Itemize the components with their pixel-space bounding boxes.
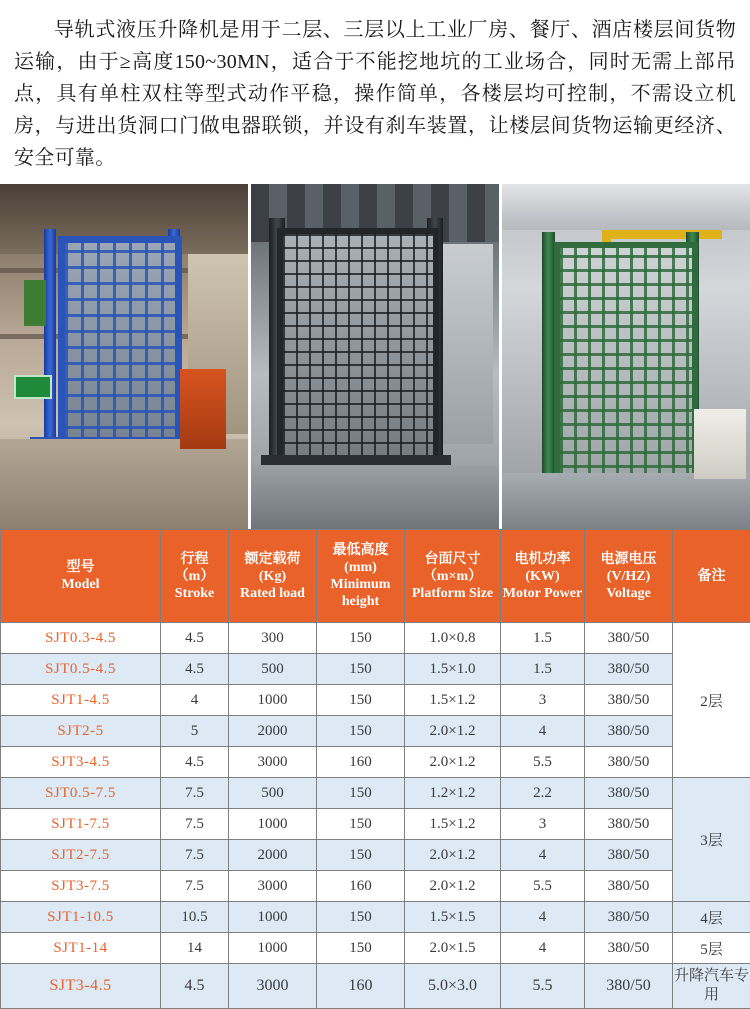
th-min-height-en: Minimum height [318, 576, 403, 610]
side-door [437, 244, 493, 444]
cell-height: 160 [317, 871, 405, 902]
cell-model: SJT1-7.5 [1, 809, 161, 840]
cell-size: 2.0×1.5 [405, 933, 501, 964]
yellow-beam [602, 230, 722, 239]
cell-remark: 升降汽车专用 [673, 964, 750, 1009]
cell-stroke: 10.5 [161, 902, 229, 933]
th-min-height-cn: 最低高度 [318, 542, 403, 559]
cell-power: 3 [501, 809, 585, 840]
cell-model: SJT1-14 [1, 933, 161, 964]
cell-voltage: 380/50 [585, 685, 673, 716]
cell-remark: 2层 [673, 623, 750, 778]
cell-size: 2.0×1.2 [405, 747, 501, 778]
ceiling [502, 184, 750, 230]
cell-height: 150 [317, 685, 405, 716]
cell-size: 1.5×1.2 [405, 685, 501, 716]
table-row [1, 778, 750, 809]
table-row [1, 716, 750, 747]
th-stroke [161, 530, 229, 623]
table-row [1, 654, 750, 685]
cell-voltage: 380/50 [585, 809, 673, 840]
workshop-floor [0, 439, 248, 529]
cell-power: 1.5 [501, 623, 585, 654]
cell-remark: 5层 [673, 933, 750, 964]
cell-stroke: 4 [161, 685, 229, 716]
th-stroke-en: Stroke [162, 585, 227, 602]
table-row [1, 623, 750, 654]
table-row [1, 964, 750, 1009]
cell-size: 1.2×1.2 [405, 778, 501, 809]
th-min-height [317, 530, 405, 623]
cell-load: 500 [229, 654, 317, 685]
cell-load: 3000 [229, 964, 317, 1009]
green-cabinet [24, 280, 46, 326]
th-rated-load [229, 530, 317, 623]
table-header-row [1, 530, 750, 623]
cell-stroke: 5 [161, 716, 229, 747]
cell-stroke: 14 [161, 933, 229, 964]
cell-voltage: 380/50 [585, 778, 673, 809]
cell-height: 150 [317, 716, 405, 747]
table-row [1, 871, 750, 902]
cell-model: SJT3-7.5 [1, 871, 161, 902]
cell-height: 160 [317, 747, 405, 778]
cell-model: SJT1-10.5 [1, 902, 161, 933]
photo-dark-guide-rail-lift [251, 184, 499, 529]
cell-power: 3 [501, 685, 585, 716]
intro-paragraph: 导轨式液压升降机是用于二层、三层以上工业厂房、餐厅、酒店楼层间货物运输，由于≥高度150~30MN，适合于不能挖地坑的工业场合，同时无需上部吊点，具有单柱双柱等型式动作平稳，操作简单，各楼层均可控制，不需设立机房，与进出货洞口门做电器联锁，并设有刹车装置，让楼层间货物运输更经济、安全可靠。 [0, 0, 750, 184]
cell-stroke: 4.5 [161, 654, 229, 685]
cell-stroke: 4.5 [161, 623, 229, 654]
cell-stroke: 7.5 [161, 871, 229, 902]
th-stroke-cn: 行程 [162, 551, 227, 568]
cell-load: 500 [229, 778, 317, 809]
cell-voltage: 380/50 [585, 623, 673, 654]
cell-stroke: 7.5 [161, 840, 229, 871]
th-platform-size-unit: （m×m） [406, 568, 499, 585]
cell-remark: 4层 [673, 902, 750, 933]
th-model-en: Model [2, 576, 159, 593]
table-row [1, 902, 750, 933]
lift-mesh-cage [554, 242, 698, 502]
cell-stroke: 4.5 [161, 747, 229, 778]
cell-remark: 3层 [673, 778, 750, 902]
cell-model: SJT2-5 [1, 716, 161, 747]
cell-size: 1.5×1.0 [405, 654, 501, 685]
th-rated-load-en: Rated load [230, 585, 315, 602]
th-motor-power-cn: 电机功率 [502, 551, 583, 568]
cell-power: 5.5 [501, 964, 585, 1009]
cell-model: SJT3-4.5 [1, 964, 161, 1009]
cell-load: 3000 [229, 871, 317, 902]
th-motor-power-en: Motor Power [502, 585, 583, 602]
cell-model: SJT0.5-7.5 [1, 778, 161, 809]
th-platform-size-en: Platform Size [406, 585, 499, 602]
cell-height: 160 [317, 964, 405, 1009]
cell-size: 2.0×1.2 [405, 871, 501, 902]
cell-model: SJT2-7.5 [1, 840, 161, 871]
cell-voltage: 380/50 [585, 933, 673, 964]
cell-model: SJT0.3-4.5 [1, 623, 161, 654]
cell-power: 4 [501, 840, 585, 871]
cell-power: 1.5 [501, 654, 585, 685]
th-voltage-en: Voltage [586, 585, 671, 602]
cell-height: 150 [317, 809, 405, 840]
cell-voltage: 380/50 [585, 654, 673, 685]
th-model-cn: 型号 [2, 559, 159, 576]
cell-voltage: 380/50 [585, 840, 673, 871]
th-remark-cn: 备注 [674, 568, 749, 585]
th-voltage [585, 530, 673, 623]
spec-table-wrap [0, 529, 750, 1009]
product-photo-strip [0, 184, 750, 529]
cell-stroke: 7.5 [161, 778, 229, 809]
cell-height: 150 [317, 933, 405, 964]
cell-load: 2000 [229, 716, 317, 747]
table-row [1, 747, 750, 778]
cell-load: 3000 [229, 747, 317, 778]
th-platform-size-cn: 台面尺寸 [406, 551, 499, 568]
cell-height: 150 [317, 778, 405, 809]
cell-model: SJT1-4.5 [1, 685, 161, 716]
cell-height: 150 [317, 623, 405, 654]
cell-size: 1.0×0.8 [405, 623, 501, 654]
cell-voltage: 380/50 [585, 871, 673, 902]
cell-load: 1000 [229, 902, 317, 933]
cell-load: 1000 [229, 933, 317, 964]
th-voltage-cn: 电源电压 [586, 551, 671, 568]
table-row [1, 933, 750, 964]
workshop-floor [251, 465, 499, 529]
cell-power: 4 [501, 716, 585, 747]
cell-size: 1.5×1.5 [405, 902, 501, 933]
cell-model: SJT0.5-4.5 [1, 654, 161, 685]
cell-height: 150 [317, 902, 405, 933]
cell-size: 5.0×3.0 [405, 964, 501, 1009]
th-motor-power [501, 530, 585, 623]
cell-voltage: 380/50 [585, 964, 673, 1009]
table-row [1, 685, 750, 716]
th-motor-power-unit: (KW) [502, 568, 583, 585]
cell-voltage: 380/50 [585, 902, 673, 933]
cell-height: 150 [317, 654, 405, 685]
orange-cart [180, 369, 226, 449]
th-stroke-unit: （m） [162, 568, 227, 585]
cell-size: 2.0×1.2 [405, 840, 501, 871]
photo-green-guide-rail-lift [502, 184, 750, 529]
th-rated-load-cn: 额定载荷 [230, 551, 315, 568]
cell-load: 300 [229, 623, 317, 654]
stored-goods [694, 409, 746, 479]
cell-height: 150 [317, 840, 405, 871]
cell-power: 5.5 [501, 871, 585, 902]
cell-size: 1.5×1.2 [405, 809, 501, 840]
spec-table [0, 529, 750, 1009]
cell-load: 1000 [229, 685, 317, 716]
th-voltage-unit: (V/HZ) [586, 568, 671, 585]
cell-power: 2.2 [501, 778, 585, 809]
photo-blue-guide-rail-lift [0, 184, 248, 529]
table-row [1, 840, 750, 871]
cell-stroke: 7.5 [161, 809, 229, 840]
cell-power: 4 [501, 902, 585, 933]
exit-sign-icon [14, 375, 52, 399]
cell-voltage: 380/50 [585, 747, 673, 778]
cell-size: 2.0×1.2 [405, 716, 501, 747]
th-remark [673, 530, 750, 623]
th-model [1, 530, 161, 623]
workshop-floor [502, 473, 750, 529]
cell-stroke: 4.5 [161, 964, 229, 1009]
cell-load: 1000 [229, 809, 317, 840]
th-platform-size [405, 530, 501, 623]
th-min-height-unit: (mm) [318, 559, 403, 576]
cell-power: 4 [501, 933, 585, 964]
cell-voltage: 380/50 [585, 716, 673, 747]
cell-model: SJT3-4.5 [1, 747, 161, 778]
cell-power: 5.5 [501, 747, 585, 778]
cell-load: 2000 [229, 840, 317, 871]
table-row [1, 809, 750, 840]
th-rated-load-unit: (Kg) [230, 568, 315, 585]
